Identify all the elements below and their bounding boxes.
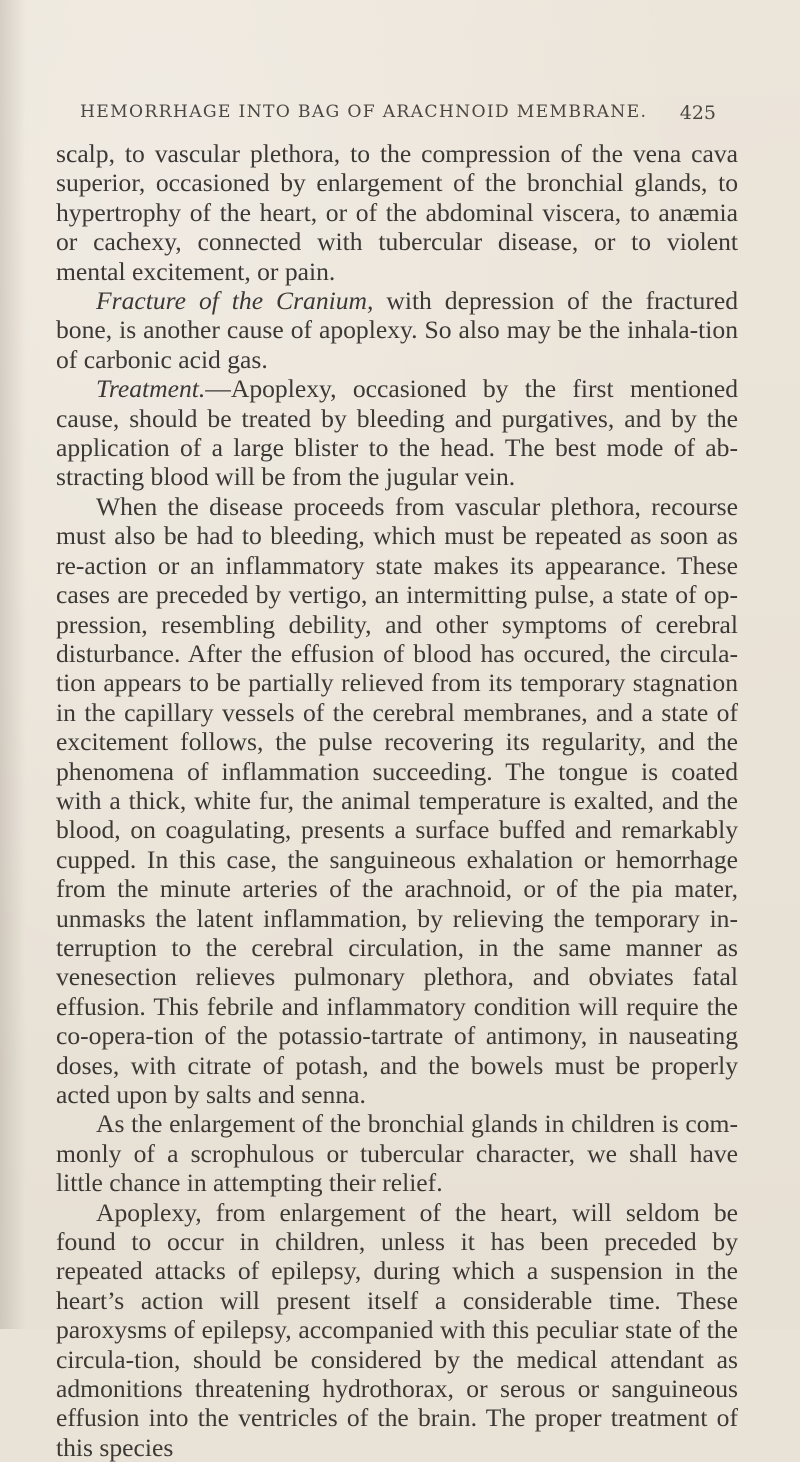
body-text: [56, 139, 738, 1462]
paragraph-6: [56, 1198, 738, 1462]
paragraph-5: [56, 1109, 738, 1197]
paragraph-1-text: scalp, to vascular plethora, to the compression of the vena cava superior, occasioned by enlargement of the bronchial glands, to hypertrophy of the heart, or of the abdominal viscera, to anæmia or cachexy, connected with tubercular disease, or to violent mental excitement, or pain.: [56, 139, 738, 286]
paragraph-2-text: with depression of the fractured bone, is another cause of apoplexy. So also may be the inhala-tion of carbonic acid gas.: [56, 286, 738, 374]
page-header: [80, 92, 716, 132]
page-number: 425: [679, 102, 716, 124]
paragraph-6-text: Apoplexy, from enlargement of the heart, will seldom be found to occur in children, unless it has been preceded by repeated attacks of epilepsy, during which a suspension in the heart’s action will present itself a considerable time. These paroxysms of epilepsy, accompanied with this peculiar state of the circula-tion, should be considered by the medical attendant as admonitions threatening hydrothorax, or serous or sanguineous effusion into the ventricles of the brain. The proper treatment of this species: [56, 1197, 738, 1462]
paragraph-2: [56, 286, 738, 374]
paragraph-3-text: —Apoplexy, occasioned by the first mentioned cause, should be treated by bleeding and purgatives, and by the application of a large blister to the head. The best mode of ab-stracting blood will be from the jugular vein.: [56, 374, 738, 492]
paragraph-3: [56, 374, 738, 492]
paragraph-4-text: When the disease proceeds from vascular plethora, recourse must also be had to bleeding, which must be repeated as soon as re-action or an inflammatory state makes its appearance. These cases are preceded by vertigo, an intermitting pulse, a state of op-pression, resembling debility, and other symptoms of cerebral disturbance. After the effusion of blood has occured, the circula-tion appears to be partially relieved from its temporary stagnation in the capillary vessels of the cerebral membranes, and a state of excitement follows, the pulse recovering its regularity, and the phenomena of inflammation succeeding. The tongue is coated with a thick, white fur, the animal temperature is exalted, and the blood, on coagulating, presents a surface buffed and remarkably cupped. In this case, the sanguineous exhalation or hemorrhage from the minute arteries of the arachnoid, or of the pia mater, unmasks the latent inflammation, by relieving the temporary in-terruption to the cerebral circulation, in the same manner as venesection relieves pulmonary plethora, and obviates fatal effusion. This febrile and inflammatory condition will require the co-opera-tion of the potassio-tartrate of antimony, in nauseating doses, with citrate of potash, and the bowels must be properly acted upon by salts and senna.: [56, 491, 738, 1109]
page-gutter-shadow: [0, 0, 26, 1329]
paragraph-1: [56, 139, 738, 286]
paragraph-3-lead: Treatment.: [96, 374, 206, 404]
running-head: HEMORRHAGE INTO BAG OF ARACHNOID MEMBRANE.: [80, 102, 648, 122]
paragraph-4: [56, 492, 738, 1110]
paragraph-2-lead: Fracture of the Cranium,: [96, 286, 374, 316]
paragraph-5-text: As the enlargement of the bronchial glands in children is com-monly of a scrophulous or tubercular character, we shall have little chance in attempting their relief.: [56, 1109, 738, 1198]
